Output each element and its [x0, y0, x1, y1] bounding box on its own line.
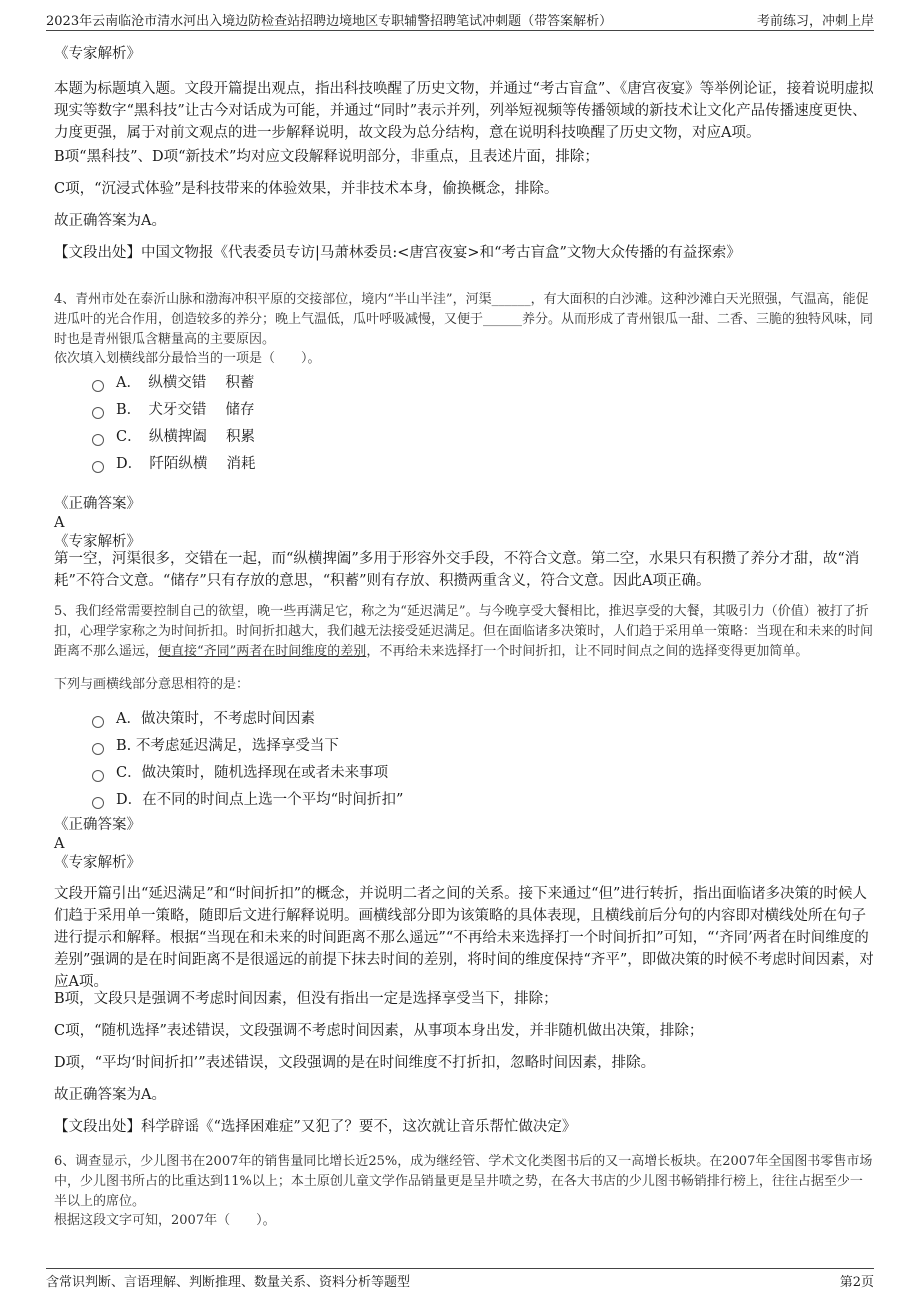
- radio-icon[interactable]: [92, 770, 104, 782]
- q5-ask: 下列与画横线部分意思相符的是：: [54, 677, 250, 692]
- q5-source: 【文段出处】科学辟谣《“选择困难症”又犯了？要不，这次就让音乐帮忙做决定》: [54, 1119, 577, 1135]
- q3-analysis-p2: B项“黑科技”、D项“新技术”均对应文段解释说明部分，非重点，且表述片面，排除；: [54, 149, 599, 165]
- q4-option-d[interactable]: [92, 449, 255, 476]
- footer-text: 含常识判断、言语理解、判断推理、数量关系、资料分析等题型: [46, 1274, 411, 1290]
- q5-analysis-p3: C项，“随机选择”表述错误，文段强调不考虑时间因素，从事项本身出发，并非随机做出决策，排除；: [54, 1023, 704, 1039]
- option-label: B. 不考虑延迟满足，选择享受当下: [116, 738, 339, 754]
- q3-source: 【文段出处】中国文物报《代表委员专访|马萧林委员:<唐宫夜宴>和“考古盲盒”文物大众传播的有益探索》: [54, 245, 741, 261]
- q4-option-c[interactable]: [92, 422, 255, 449]
- radio-icon[interactable]: [92, 716, 104, 728]
- option-label: A． 纵横交错 积蓄: [116, 375, 255, 391]
- q5-option-d[interactable]: [92, 785, 403, 812]
- q5-analysis-p2: B项，文段只是强调不考虑时间因素，但没有指出一定是选择享受当下，排除；: [54, 991, 558, 1007]
- q5-stem-b: ，不再给未来选择打一个时间折扣，让不同时间点之间的选择变得更加简单。: [366, 644, 809, 659]
- option-label: D．在不同的时间点上选一个平均“时间折扣”: [116, 792, 404, 808]
- q5-stem: [54, 602, 874, 662]
- q5-answer-heading: 《正确答案》: [54, 817, 141, 833]
- q5-analysis-p1: 文段开篇引出“延迟满足”和“时间折扣”的概念，并说明二者之间的关系。接下来通过“但”进行转折，指出面临诸多决策的时候人们趋于采用单一策略，随即后文进行解释说明。画横线部分即为该策略的具体表现，且横线前后分句的内容即对横线处所在句子进行提示和解释。根据“当现在和未来的时间距离不那么遥远”“不再给未来选择打一个时间折扣”可知，“‘齐同’两者在时间维度的差别”强调的是在时间距离不是很遥远的前提下抹去时间的差别，将时间的维度保持“齐平”，即做决策的时候不考虑时间因素，对应A项。: [54, 886, 874, 990]
- q5-stem-a: 5、我们经常需要控制自己的欲望，晚一些再满足它，称之为“延迟满足”。与今晚享受大餐相比，推迟享受的大餐，其吸引力（价值）被打了折扣，心理学家称之为时间折扣。时间折扣越大，我们越无法接受延迟满足。但在面临诸多决策时，人们趋于采用单一策略：当现在和未来的时间距离不那么遥远，: [54, 604, 874, 659]
- header-slogan: 考前练习，冲刺上岸: [756, 13, 874, 29]
- q4-analysis: 第一空，河渠很多，交错在一起，而“纵横捭阖”多用于形容外交手段，不符合文意。第二空，水果只有积攒了养分才甜，故“消耗”不符合文意。“储存”只有存放的意思，“积蓄”则有存放、积攒两重含义，符合文意。因此A项正确。: [54, 551, 860, 589]
- q6-stem: 6、调查显示，少儿图书在2007年的销售量同比增长近25%，成为继经管、学术文化类图书后的又一高增长板块。在2007年全国图书零售市场中，少儿图书所占的比重达到11%以上；本土原创儿童文学作品销量更是呈井喷之势，在各大书店的少儿图书畅销排行榜上，往往占据至少一半以上的席位。: [54, 1154, 873, 1209]
- q6-ask: 根据这段文字可知，2007年（ ）。: [54, 1213, 276, 1228]
- q4-ask: 依次填入划横线部分最恰当的一项是（ ）。: [54, 351, 321, 366]
- page-footer: [46, 1268, 874, 1291]
- header-title: 2023年云南临沧市清水河出入境边防检查站招聘边境地区专职辅警招聘笔试冲刺题（带答案解析）: [46, 13, 613, 29]
- q5-answer: A: [54, 836, 65, 852]
- radio-icon[interactable]: [92, 461, 104, 473]
- q5-answer-line: 故正确答案为A。: [54, 1087, 166, 1103]
- q3-analysis-p1: 本题为标题填入题。文段开篇提出观点，指出科技唤醒了历史文物，并通过“考古盲盒”、《唐宫夜宴》等举例论证，接着说明虚拟现实等数字“黑科技”让古今对话成为可能，并通过“同时”表示并列，列举短视频等传播领域的新技术让文化产品传播速度更快、力度更强，属于对前文观点的进一步解释说明，故文段为总分结构，意在说明科技唤醒了历史文物，对应A项。: [54, 81, 874, 141]
- option-label: C．做决策时，随机选择现在或者未来事项: [116, 765, 389, 781]
- q4-options: [92, 368, 255, 476]
- radio-icon[interactable]: [92, 434, 104, 446]
- q3-analysis-p3: C项，“沉浸式体验”是科技带来的体验效果，并非技术本身，偷换概念，排除。: [54, 181, 559, 197]
- page-header: [46, 8, 874, 31]
- page-number: 第2页: [839, 1274, 874, 1290]
- radio-icon[interactable]: [92, 797, 104, 809]
- q4-expert-heading: 《专家解析》: [54, 534, 141, 550]
- q4-answer: A: [54, 515, 65, 531]
- option-label: B． 犬牙交错 储存: [116, 402, 255, 418]
- radio-icon[interactable]: [92, 380, 104, 392]
- q5-expert-heading: 《专家解析》: [54, 855, 141, 871]
- q4-stem: 4、青州市处在泰沂山脉和渤海冲积平原的交接部位，境内“半山半洼”，河渠______，有大面积的白沙滩。这种沙滩白天光照强，气温高，能促进瓜叶的光合作用，创造较多的养分；晚上气温低，瓜叶呼吸减慢，又便于______养分。从而形成了青州银瓜一甜、二香、三脆的独特风味，同时也是青州银瓜含糖量高的主要原因。: [54, 292, 874, 347]
- option-label: D． 阡陌纵横 消耗: [116, 456, 256, 472]
- q3-answer-line: 故正确答案为A。: [54, 213, 166, 229]
- q4-option-a[interactable]: [92, 368, 255, 395]
- q5-analysis-p4: D项，“平均‘时间折扣’”表述错误，文段强调的是在时间维度不打折扣，忽略时间因素，排除。: [54, 1055, 656, 1071]
- q5-option-a[interactable]: [92, 704, 403, 731]
- q4-answer-heading: 《正确答案》: [54, 496, 141, 512]
- option-label: A．做决策时，不考虑时间因素: [116, 711, 315, 727]
- q5-underlined: 便直接“齐同”两者在时间维度的差别: [158, 644, 367, 659]
- q3-expert-heading: 《专家解析》: [54, 46, 141, 62]
- radio-icon[interactable]: [92, 407, 104, 419]
- radio-icon[interactable]: [92, 743, 104, 755]
- option-label: C． 纵横捭阖 积累: [116, 429, 255, 445]
- q5-option-c[interactable]: [92, 758, 403, 785]
- q4-option-b[interactable]: [92, 395, 255, 422]
- q5-option-b[interactable]: [92, 731, 403, 758]
- q5-options: [92, 704, 403, 812]
